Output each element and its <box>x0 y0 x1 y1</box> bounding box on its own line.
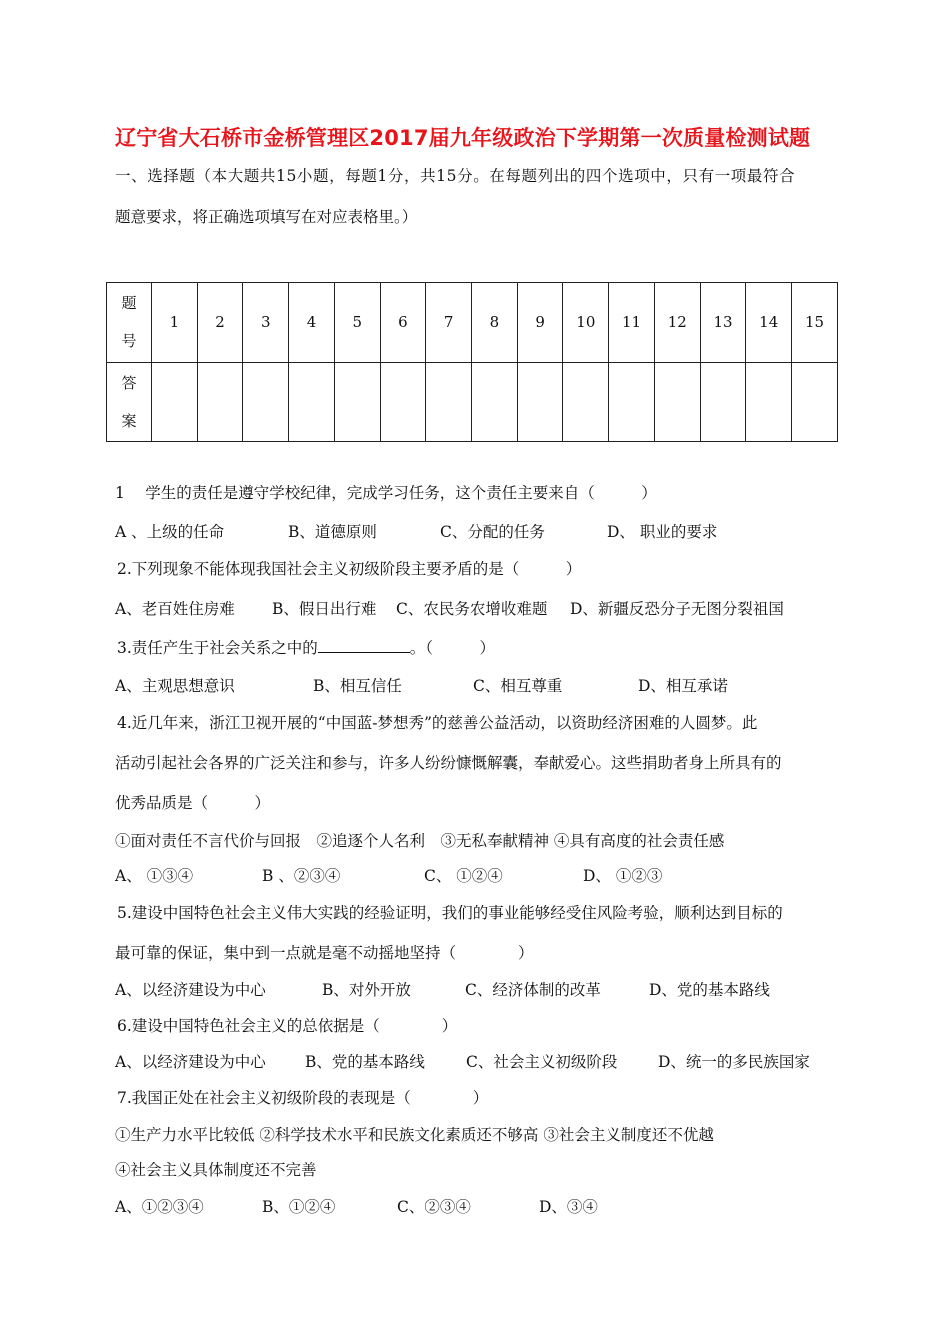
question-2-stem: 2.下列现象不能体现我国社会主义初级阶段主要矛盾的是（ ） <box>117 560 582 578</box>
question-7-option-a: A、①②③④ <box>115 1198 204 1216</box>
question-1-option-c: C、分配的任务 <box>440 523 545 541</box>
question-1-stem: 1 学生的责任是遵守学校纪律，完成学习任务，这个责任主要来自（ ） <box>115 484 657 502</box>
number-header-char-2: 号 <box>121 332 137 351</box>
instructions-line-2: 题意要求，将正确选项填写在对应表格里。） <box>115 208 418 226</box>
question-2-option-d: D、新疆反恐分子无图分裂祖国 <box>570 600 784 618</box>
number-cell: 13 <box>700 283 746 363</box>
answer-cell[interactable] <box>289 362 335 442</box>
question-6-option-b: B、党的基本路线 <box>305 1053 425 1071</box>
question-5-option-b: B、对外开放 <box>322 981 411 999</box>
question-6-option-a: A、以经济建设为中心 <box>115 1053 266 1071</box>
answer-cell[interactable] <box>197 362 243 442</box>
answer-cell[interactable] <box>243 362 289 442</box>
number-header-char-1: 题 <box>121 294 137 313</box>
number-cell: 8 <box>472 283 518 363</box>
answer-cell[interactable] <box>472 362 518 442</box>
question-5-stem-line-1: 5.建设中国特色社会主义伟大实践的经验证明，我们的事业能够经受住风险考验，顺利达到目标的 <box>117 904 783 922</box>
number-cell: 6 <box>380 283 426 363</box>
question-4-choices: ①面对责任不言代价与回报 ②追逐个人名利 ③无私奉献精神 ④具有高度的社会责任感 <box>115 832 725 850</box>
question-3-stem <box>117 636 495 658</box>
answer-cell[interactable] <box>380 362 426 442</box>
question-5-option-d: D、党的基本路线 <box>649 981 770 999</box>
question-3-stem-end: 。（ ） <box>409 639 496 657</box>
number-header-cell <box>107 283 152 363</box>
question-5-option-c: C、经济体制的改革 <box>465 981 601 999</box>
question-1-option-a: A 、上级的任命 <box>115 523 225 541</box>
answer-cell[interactable] <box>746 362 792 442</box>
exam-title: 辽宁省大石桥市金桥管理区2017届九年级政治下学期第一次质量检测试题 <box>115 126 811 150</box>
number-cell: 10 <box>563 283 609 363</box>
question-4-option-b: B 、②③④ <box>262 867 341 885</box>
number-cell: 7 <box>426 283 472 363</box>
question-4-stem-line-3: 优秀品质是（ ） <box>115 794 271 812</box>
number-cell: 15 <box>792 283 838 363</box>
question-7-stem: 7.我国正处在社会主义初级阶段的表现是（ ） <box>117 1089 489 1107</box>
answer-cell[interactable] <box>152 362 198 442</box>
answer-cell[interactable] <box>654 362 700 442</box>
fill-in-blank <box>318 638 410 653</box>
question-3-option-d: D、相互承诺 <box>638 677 728 695</box>
question-3-option-c: C、相互尊重 <box>473 677 563 695</box>
question-4-stem-line-1: 4.近几年来，浙江卫视开展的“中国蓝-梦想秀”的慈善公益活动，以资助经济困难的人圆梦。此 <box>117 714 758 732</box>
answer-cell[interactable] <box>792 362 838 442</box>
answer-cell[interactable] <box>334 362 380 442</box>
answer-cell[interactable] <box>426 362 472 442</box>
question-number-row <box>107 283 838 363</box>
question-5-stem-line-2: 最可靠的保证，集中到一点就是毫不动摇地坚持（ ） <box>115 944 534 962</box>
number-cell: 9 <box>517 283 563 363</box>
question-4-option-c: C、 ①②④ <box>424 867 503 885</box>
number-cell: 11 <box>609 283 655 363</box>
answer-table <box>106 282 838 442</box>
question-1-option-d: D、 职业的要求 <box>607 523 718 541</box>
question-7-choices-line-1: ①生产力水平比较低 ②科学技术水平和民族文化素质还不够高 ③社会主义制度还不优越 <box>115 1126 714 1144</box>
question-3-option-b: B、相互信任 <box>313 677 402 695</box>
number-cell: 5 <box>334 283 380 363</box>
answer-header-char-1: 答 <box>121 373 137 392</box>
number-cell: 2 <box>197 283 243 363</box>
question-6-stem: 6.建设中国特色社会主义的总依据是（ ） <box>117 1017 458 1035</box>
answer-cell[interactable] <box>700 362 746 442</box>
question-4-option-a: A、 ①③④ <box>115 867 194 885</box>
number-cell: 1 <box>152 283 198 363</box>
question-2-option-b: B、假日出行难 <box>272 600 377 618</box>
answer-cell[interactable] <box>563 362 609 442</box>
question-7-option-c: C、②③④ <box>397 1198 471 1216</box>
answer-header-char-2: 案 <box>121 411 137 430</box>
question-6-option-d: D、统一的多民族国家 <box>658 1053 810 1071</box>
question-4-option-d: D、 ①②③ <box>583 867 663 885</box>
question-2-option-c: C、农民务农增收难题 <box>396 600 548 618</box>
question-3-stem-start: 3.责任产生于社会关系之中的 <box>117 639 318 657</box>
number-cell: 14 <box>746 283 792 363</box>
number-cell: 3 <box>243 283 289 363</box>
question-7-choices-line-2: ④社会主义具体制度还不完善 <box>115 1161 317 1179</box>
answer-header-cell <box>107 362 152 442</box>
question-5-option-a: A、以经济建设为中心 <box>115 981 266 999</box>
answer-cell[interactable] <box>517 362 563 442</box>
question-6-option-c: C、社会主义初级阶段 <box>466 1053 618 1071</box>
number-cell: 4 <box>289 283 335 363</box>
question-7-option-b: B、①②④ <box>262 1198 336 1216</box>
question-7-option-d: D、③④ <box>539 1198 598 1216</box>
instructions-line-1: 一、选择题（本大题共15小题，每题1分，共15分。在每题列出的四个选项中，只有一项最符合 <box>115 167 796 185</box>
question-4-stem-line-2: 活动引起社会各界的广泛关注和参与，许多人纷纷慷慨解囊，奉献爱心。这些捐助者身上所具有的 <box>115 754 782 772</box>
number-cell: 12 <box>654 283 700 363</box>
answer-row <box>107 362 838 442</box>
question-2-option-a: A、老百姓住房难 <box>115 600 235 618</box>
question-1-option-b: B、道德原则 <box>288 523 377 541</box>
question-3-option-a: A、主观思想意识 <box>115 677 235 695</box>
answer-cell[interactable] <box>609 362 655 442</box>
